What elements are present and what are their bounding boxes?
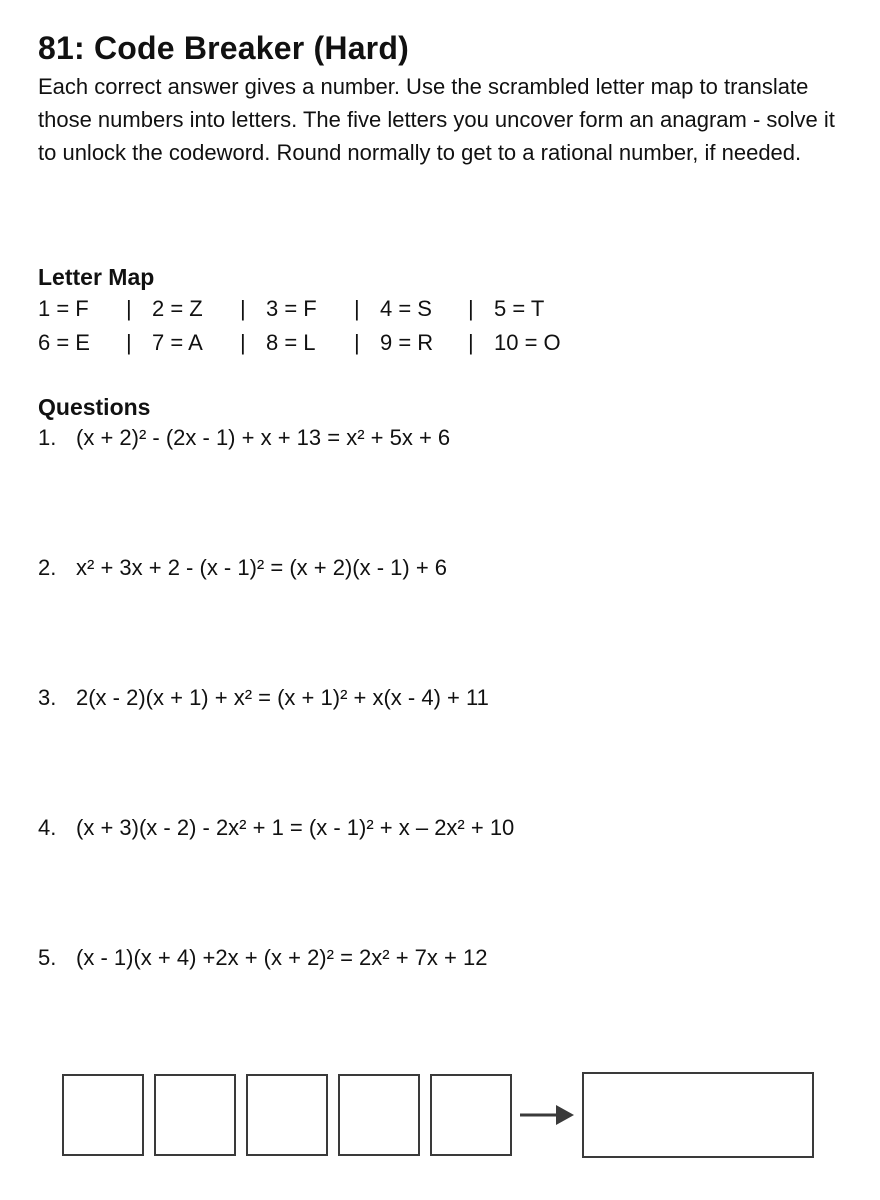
question-item [38, 942, 514, 1072]
letter-map-entry: 8 = L [266, 330, 316, 355]
letter-map-entry: 9 = R [380, 330, 434, 355]
question-item [38, 552, 514, 682]
question-number: 1. [38, 425, 57, 450]
question-item [38, 682, 514, 812]
letter-map-section [38, 262, 582, 360]
answer-letter-box-4[interactable] [338, 1074, 420, 1156]
letter-map-entry: 7 = A [152, 330, 203, 355]
question-item [38, 422, 514, 552]
letter-map-entry: 2 = Z [152, 296, 203, 321]
page-title: 81: Code Breaker (Hard) [38, 30, 409, 66]
letter-map-separator: | [240, 330, 246, 355]
codeword-box[interactable] [582, 1072, 814, 1158]
question-equation: (x + 3)(x - 2) - 2x² + 1 = (x - 1)² + x – 2x² + 10 [76, 815, 515, 840]
letter-map-heading: Letter Map [38, 264, 155, 290]
letter-map-row [38, 292, 582, 326]
letter-map-separator: | [354, 296, 360, 321]
question-equation: (x + 2)² - (2x - 1) + x + 13 = x² + 5x + 6 [76, 425, 451, 450]
letter-map-entry: 10 = O [494, 330, 561, 355]
letter-map-separator: | [354, 330, 360, 355]
letter-map-entry: 5 = T [494, 296, 545, 321]
answer-letter-box-5[interactable] [430, 1074, 512, 1156]
instructions-text: Each correct answer gives a number. Use the scrambled letter map to translate those numbers into letters. The five letters you uncover form an anagram - solve it to unlock the codeword. Round normally to get to a rational number, if needed. [38, 74, 835, 165]
question-number: 5. [38, 945, 57, 970]
letter-map-entry: 1 = F [38, 296, 89, 321]
question-equation: (x - 1)(x + 4) +2x + (x + 2)² = 2x² + 7x + 12 [76, 945, 488, 970]
right-arrow-icon [518, 1100, 576, 1130]
question-equation: x² + 3x + 2 - (x - 1)² = (x + 2)(x - 1) + 6 [76, 555, 448, 580]
question-number: 4. [38, 815, 57, 840]
question-item [38, 812, 514, 942]
letter-map-separator: | [126, 296, 132, 321]
letter-map-entry: 4 = S [380, 296, 432, 321]
questions-section [38, 392, 514, 1072]
letter-map-row [38, 326, 582, 360]
answer-letter-box-1[interactable] [62, 1074, 144, 1156]
letter-map-separator: | [468, 296, 474, 321]
letter-map-separator: | [126, 330, 132, 355]
question-list [38, 422, 514, 1072]
question-number: 2. [38, 555, 57, 580]
letter-map-separator: | [240, 296, 246, 321]
question-equation: 2(x - 2)(x + 1) + x² = (x + 1)² + x(x - 4) + 11 [76, 685, 489, 710]
answer-letter-box-2[interactable] [154, 1074, 236, 1156]
letter-map-entry: 3 = F [266, 296, 317, 321]
letter-map-separator: | [468, 330, 474, 355]
question-number: 3. [38, 685, 57, 710]
questions-heading: Questions [38, 394, 151, 420]
worksheet-page [38, 28, 858, 970]
answer-row [62, 1072, 814, 1158]
answer-letter-box-3[interactable] [246, 1074, 328, 1156]
letter-map-entry: 6 = E [38, 330, 90, 355]
